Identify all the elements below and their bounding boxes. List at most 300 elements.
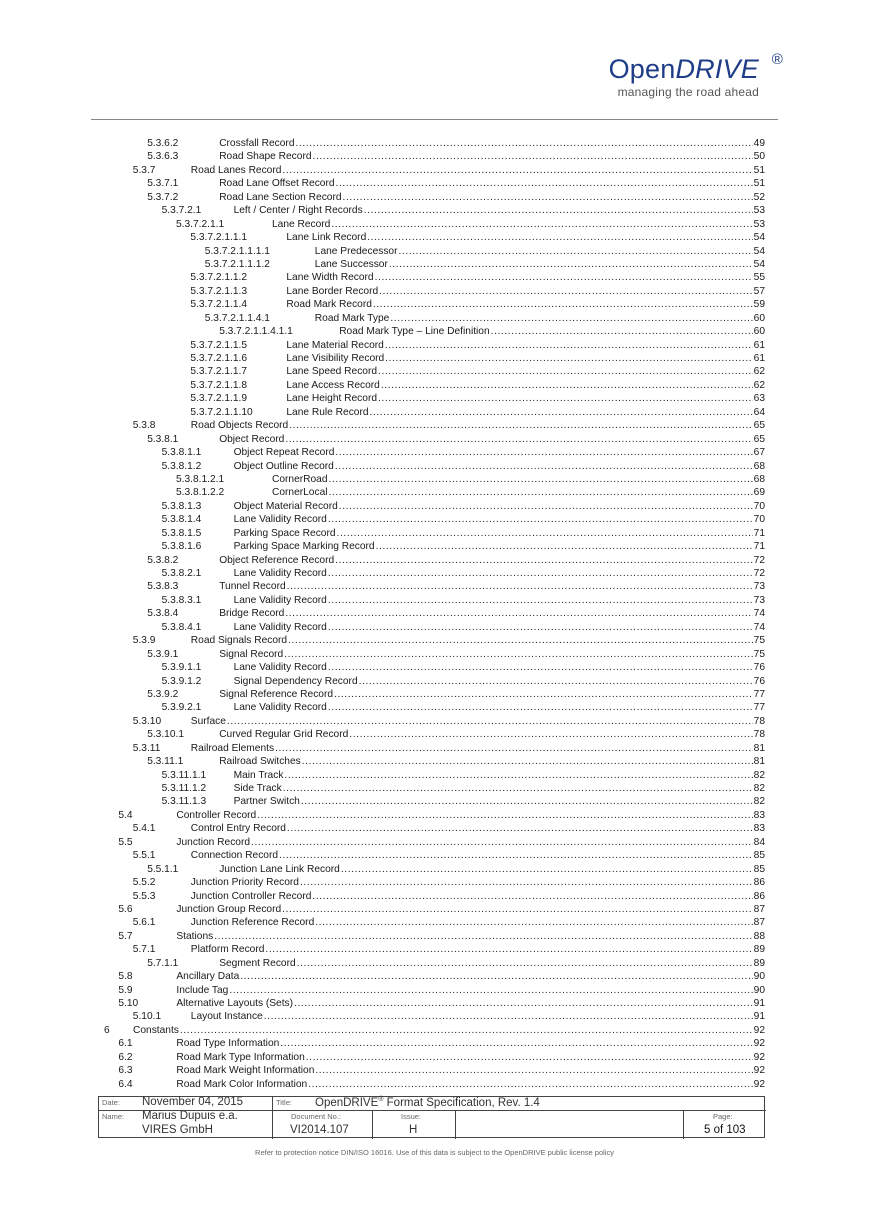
toc-leader-dots bbox=[284, 648, 752, 661]
toc-entry-line bbox=[234, 527, 765, 540]
toc-entry[interactable] bbox=[0, 352, 869, 365]
toc-entry[interactable] bbox=[0, 258, 869, 271]
toc-entry-line bbox=[272, 218, 765, 231]
toc-leader-dots bbox=[335, 460, 753, 473]
toc-entry-page: 87 bbox=[753, 903, 765, 915]
footer-divider bbox=[272, 1097, 273, 1139]
toc-entry-number: 5.4 bbox=[118, 809, 133, 821]
toc-entry-title: Road Signals Record bbox=[190, 635, 288, 647]
toc-entry-title: Lane Validity Record bbox=[233, 568, 327, 579]
toc-entry-page: 81 bbox=[753, 756, 765, 768]
toc-leader-dots bbox=[312, 890, 752, 903]
toc-entry-line bbox=[191, 822, 765, 835]
toc-leader-dots bbox=[289, 419, 752, 432]
toc-entry[interactable] bbox=[0, 325, 869, 338]
toc-entry-line bbox=[286, 339, 765, 352]
toc-entry-line bbox=[219, 554, 765, 567]
toc-entry-title: Road Mark Type Information bbox=[176, 1051, 305, 1063]
toc-entry-line bbox=[176, 997, 765, 1010]
toc-entry[interactable] bbox=[0, 473, 869, 486]
toc-entry[interactable] bbox=[0, 943, 869, 956]
logo-drive: DRIVE bbox=[675, 54, 759, 84]
toc-entry-page: 81 bbox=[753, 742, 765, 754]
toc-entry-page: 53 bbox=[753, 205, 765, 217]
toc-entry-number: 5.3.7.2.1.1 bbox=[176, 218, 225, 230]
toc-entry-line bbox=[234, 460, 765, 473]
toc-entry-number: 5.3.7.2.1.1.1.1 bbox=[204, 245, 270, 257]
toc-leader-dots bbox=[297, 957, 753, 970]
toc-entry[interactable] bbox=[0, 1037, 869, 1050]
toc-entry-title: Lane Validity Record bbox=[233, 514, 327, 526]
toc-leader-dots bbox=[339, 500, 753, 513]
toc-entry-line bbox=[191, 943, 765, 956]
toc-entry[interactable] bbox=[0, 433, 869, 446]
toc-entry[interactable] bbox=[0, 648, 869, 661]
toc-entry-page: 76 bbox=[753, 675, 765, 687]
toc-entry[interactable] bbox=[0, 580, 869, 593]
toc-entry-number: 6.2 bbox=[118, 1051, 133, 1063]
toc-entry-line bbox=[219, 863, 765, 876]
toc-entry[interactable] bbox=[0, 675, 869, 688]
toc-entry-page: 85 bbox=[753, 850, 765, 862]
toc-entry-line bbox=[176, 903, 765, 916]
toc-entry-line bbox=[286, 298, 765, 311]
toc-entry-title: Constants bbox=[133, 1024, 179, 1036]
toc-entry-number: 5.3.9.2.1 bbox=[161, 702, 202, 714]
toc-entry-page: 70 bbox=[753, 500, 765, 512]
toc-entry-line bbox=[286, 365, 765, 378]
toc-entry-line bbox=[286, 352, 765, 365]
toc-entry[interactable] bbox=[0, 970, 869, 983]
toc-entry-page: 85 bbox=[753, 863, 765, 875]
toc-leader-dots bbox=[214, 930, 752, 943]
toc-entry-title: Tunnel Record bbox=[219, 581, 286, 593]
toc-leader-dots bbox=[390, 312, 752, 325]
toc-entry[interactable] bbox=[0, 486, 869, 499]
toc-entry-page: 89 bbox=[753, 944, 765, 956]
toc-entry-number: 5.3.9.1.2 bbox=[161, 675, 202, 687]
toc-entry[interactable] bbox=[0, 755, 869, 768]
toc-entry-line bbox=[315, 245, 765, 258]
logo-open: Open bbox=[608, 54, 676, 84]
toc-entry-title: Lane Record bbox=[272, 218, 331, 230]
issue-label: Issue: bbox=[401, 1112, 422, 1121]
toc-entry-title: Platform Record bbox=[190, 944, 265, 956]
toc-entry-page: 74 bbox=[753, 621, 765, 633]
toc-entry-page: 53 bbox=[753, 218, 765, 230]
toc-entry-line bbox=[191, 634, 765, 647]
toc-entry-number: 5.3.9 bbox=[132, 635, 156, 647]
toc-entry-line bbox=[191, 890, 765, 903]
toc-entry-page: 78 bbox=[753, 715, 765, 727]
toc-entry-page: 63 bbox=[753, 393, 765, 405]
toc-entry[interactable] bbox=[0, 782, 869, 795]
toc-entry-title: Left / Center / Right Records bbox=[233, 205, 363, 217]
toc-entry-title: Controller Record bbox=[176, 809, 257, 821]
toc-entry[interactable] bbox=[0, 446, 869, 459]
toc-entry-title: Junction Record bbox=[176, 836, 251, 848]
toc-entry-number: 5.3.8 bbox=[132, 420, 156, 432]
toc-leader-dots bbox=[359, 675, 753, 688]
page-value: 5 of 103 bbox=[704, 1124, 746, 1136]
toc-entry-title: Connection Record bbox=[190, 850, 279, 862]
toc-entry-number: 5.7.1.1 bbox=[147, 957, 179, 969]
toc-leader-dots bbox=[282, 164, 752, 177]
toc-entry[interactable] bbox=[0, 540, 869, 553]
toc-entry[interactable] bbox=[0, 621, 869, 634]
toc-leader-dots bbox=[375, 271, 753, 284]
toc-entry[interactable] bbox=[0, 406, 869, 419]
toc-entry-title: Road Objects Record bbox=[190, 420, 289, 432]
toc-entry[interactable] bbox=[0, 567, 869, 580]
toc-entry-page: 62 bbox=[753, 379, 765, 391]
toc-entry-page: 73 bbox=[753, 581, 765, 593]
toc-entry[interactable] bbox=[0, 890, 869, 903]
toc-entry-number: 5.3.7.2.1 bbox=[161, 205, 202, 217]
toc-entry-title: Bridge Record bbox=[219, 608, 285, 620]
toc-entry-line bbox=[176, 1037, 765, 1050]
toc-entry-line bbox=[286, 231, 765, 244]
toc-entry-number: 5.7.1 bbox=[132, 944, 156, 956]
toc-leader-dots bbox=[328, 594, 753, 607]
toc-entry-line bbox=[191, 715, 765, 728]
toc-entry-page: 50 bbox=[753, 151, 765, 163]
title-label: Title: bbox=[276, 1098, 292, 1107]
toc-entry[interactable] bbox=[0, 312, 869, 325]
toc-entry-number: 6.4 bbox=[118, 1078, 133, 1090]
toc-entry-number: 5.3.11.1.2 bbox=[161, 783, 207, 794]
toc-entry[interactable] bbox=[0, 339, 869, 352]
toc-entry-title: Road Mark Weight Information bbox=[176, 1065, 315, 1077]
toc-entry[interactable] bbox=[0, 231, 869, 244]
toc-entry-number: 5.5.2 bbox=[132, 877, 156, 889]
toc-entry[interactable] bbox=[0, 728, 869, 741]
toc-entry-line bbox=[219, 688, 765, 701]
toc-entry-line bbox=[234, 769, 765, 782]
toc-entry-number: 5.3.8.4.1 bbox=[161, 621, 202, 633]
toc-entry-number: 5.3.11.1 bbox=[147, 756, 184, 768]
toc-leader-dots bbox=[328, 567, 753, 580]
toc-entry-number: 5.5.1 bbox=[132, 850, 156, 862]
toc-entry-number: 5.3.7.2.1.1.2 bbox=[190, 272, 248, 284]
toc-entry[interactable] bbox=[0, 701, 869, 714]
toc-entry-line bbox=[219, 648, 765, 661]
toc-entry-title: Lane Rule Record bbox=[286, 406, 369, 418]
toc-entry-number: 5.3.9.2 bbox=[147, 688, 179, 700]
toc-entry[interactable] bbox=[0, 876, 869, 889]
toc-leader-dots bbox=[285, 607, 752, 620]
toc-entry[interactable] bbox=[0, 1078, 869, 1091]
toc-entry-title: Crossfall Record bbox=[219, 138, 295, 149]
toc-entry[interactable] bbox=[0, 245, 869, 258]
toc-entry-page: 91 bbox=[753, 1011, 765, 1023]
toc-entry-page: 90 bbox=[753, 984, 765, 996]
toc-entry-title: Lane Border Record bbox=[286, 285, 379, 297]
toc-entry-title: Road Lane Offset Record bbox=[219, 178, 335, 190]
toc-entry-title: Segment Record bbox=[219, 957, 296, 969]
toc-entry-number: 5.3.7.2.1.1.1 bbox=[190, 232, 248, 244]
toc-entry-line bbox=[286, 392, 765, 405]
toc-entry[interactable] bbox=[0, 688, 869, 701]
toc-entry-number: 5.3.8.1.1 bbox=[161, 447, 202, 459]
toc-entry[interactable] bbox=[0, 903, 869, 916]
toc-entry[interactable] bbox=[0, 554, 869, 567]
toc-entry[interactable] bbox=[0, 218, 869, 231]
toc-leader-dots bbox=[265, 943, 752, 956]
toc-entry[interactable] bbox=[0, 607, 869, 620]
toc-entry[interactable] bbox=[0, 1024, 869, 1037]
toc-entry[interactable] bbox=[0, 191, 869, 204]
toc-entry[interactable] bbox=[0, 930, 869, 943]
toc-entry-number: 5.3.8.1.2.1 bbox=[176, 473, 225, 485]
toc-entry-number: 5.3.7.2.1.1.4.1 bbox=[204, 312, 270, 324]
toc-entry[interactable] bbox=[0, 1010, 869, 1023]
toc-entry-title: Junction Lane Link Record bbox=[219, 863, 340, 875]
toc-entry[interactable] bbox=[0, 957, 869, 970]
toc-entry-title: Include Tag bbox=[176, 984, 229, 996]
toc-entry-page: 65 bbox=[753, 433, 765, 445]
toc-entry-line bbox=[234, 701, 765, 714]
toc-entry-line bbox=[191, 849, 765, 862]
toc-entry-title: Alternative Layouts (Sets) bbox=[176, 998, 294, 1009]
toc-entry[interactable] bbox=[0, 916, 869, 929]
toc-entry-title: Road Lanes Record bbox=[190, 164, 282, 176]
toc-entry[interactable] bbox=[0, 594, 869, 607]
toc-entry-page: 74 bbox=[753, 608, 765, 620]
toc-entry-title: Object Record bbox=[219, 433, 285, 445]
toc-leader-dots bbox=[315, 916, 752, 929]
footer-divider bbox=[372, 1110, 373, 1139]
toc-leader-dots bbox=[257, 809, 752, 822]
footer-divider bbox=[455, 1110, 456, 1139]
toc-entry-title: Side Track bbox=[233, 783, 282, 794]
toc-entry-line bbox=[234, 661, 765, 674]
toc-entry-number: 6 bbox=[104, 1024, 110, 1036]
toc-leader-dots bbox=[296, 137, 753, 150]
toc-entry-line bbox=[234, 594, 765, 607]
toc-entry[interactable] bbox=[0, 809, 869, 822]
toc-entry-number: 5.3.7.1 bbox=[147, 178, 179, 190]
toc-entry-title: Partner Switch bbox=[233, 796, 300, 808]
toc-entry[interactable] bbox=[0, 285, 869, 298]
title-name: OpenDRIVE bbox=[315, 1096, 379, 1109]
name-label: Name: bbox=[102, 1112, 125, 1121]
toc-entry[interactable] bbox=[0, 769, 869, 782]
toc-entry-page: 61 bbox=[753, 339, 765, 351]
toc-entry[interactable] bbox=[0, 742, 869, 755]
toc-entry-title: Lane Visibility Record bbox=[286, 353, 385, 364]
toc-entry[interactable] bbox=[0, 177, 869, 190]
docno-value: VI2014.107 bbox=[290, 1124, 349, 1136]
toc-leader-dots bbox=[275, 742, 753, 755]
toc-entry-number: 6.3 bbox=[118, 1065, 133, 1077]
toc-entry-line bbox=[219, 191, 765, 204]
toc-entry-number: 5.3.9.1 bbox=[147, 648, 179, 660]
toc-leader-dots bbox=[229, 984, 752, 997]
toc-leader-dots bbox=[491, 325, 753, 338]
toc-leader-dots bbox=[287, 822, 753, 835]
toc-entry-page: 67 bbox=[753, 447, 765, 459]
toc-leader-dots bbox=[376, 540, 753, 553]
toc-entry-number: 5.3.7.2.1.1.10 bbox=[190, 406, 253, 418]
toc-entry-number: 5.3.7.2 bbox=[147, 191, 179, 203]
toc-entry-line bbox=[272, 486, 765, 499]
toc-entry[interactable] bbox=[0, 715, 869, 728]
toc-leader-dots bbox=[329, 473, 753, 486]
toc-entry-page: 84 bbox=[753, 836, 765, 848]
toc-entry[interactable] bbox=[0, 997, 869, 1010]
toc-leader-dots bbox=[349, 728, 752, 741]
toc-leader-dots bbox=[251, 836, 753, 849]
toc-entry-title: Lane Validity Record bbox=[233, 702, 327, 714]
toc-entry-page: 83 bbox=[753, 823, 765, 835]
toc-entry[interactable] bbox=[0, 392, 869, 405]
toc-entry-line bbox=[272, 473, 765, 486]
toc-entry-line bbox=[219, 433, 765, 446]
toc-entry-line bbox=[176, 1078, 765, 1091]
toc-leader-dots bbox=[282, 903, 753, 916]
toc-entry-title: Signal Dependency Record bbox=[233, 675, 358, 687]
toc-entry-number: 5.10 bbox=[118, 998, 139, 1009]
toc-entry-page: 87 bbox=[753, 917, 765, 929]
toc-entry-page: 78 bbox=[753, 729, 765, 741]
toc-entry[interactable] bbox=[0, 795, 869, 808]
toc-entry-page: 92 bbox=[753, 1051, 765, 1063]
toc-entry[interactable] bbox=[0, 1064, 869, 1077]
toc-leader-dots bbox=[308, 1078, 752, 1091]
toc-entry-line bbox=[191, 742, 765, 755]
toc-entry-number: 5.3.7.2.1.1.9 bbox=[190, 393, 248, 405]
toc-leader-dots bbox=[315, 1064, 752, 1077]
toc-entry-page: 55 bbox=[753, 272, 765, 284]
toc-entry-title: Control Entry Record bbox=[190, 823, 286, 835]
toc-entry-number: 6.1 bbox=[118, 1038, 133, 1050]
toc-entry-line bbox=[176, 836, 765, 849]
toc-entry-page: 68 bbox=[753, 460, 765, 472]
toc-entry-line bbox=[234, 500, 765, 513]
toc-entry-line bbox=[234, 540, 765, 553]
toc-leader-dots bbox=[301, 795, 753, 808]
toc-entry[interactable] bbox=[0, 164, 869, 177]
toc-entry[interactable] bbox=[0, 849, 869, 862]
toc-entry[interactable] bbox=[0, 661, 869, 674]
toc-entry-page: 51 bbox=[753, 164, 765, 176]
toc-entry[interactable] bbox=[0, 365, 869, 378]
toc-entry-number: 5.3.7.2.1.1.3 bbox=[190, 285, 248, 297]
toc-entry-line bbox=[191, 876, 765, 889]
toc-entry[interactable] bbox=[0, 137, 869, 150]
toc-entry-line bbox=[234, 513, 765, 526]
toc-leader-dots bbox=[337, 527, 753, 540]
toc-leader-dots bbox=[343, 191, 753, 204]
toc-entry-title: Junction Controller Record bbox=[190, 890, 312, 902]
toc-entry[interactable] bbox=[0, 500, 869, 513]
title-rest: Format Specification, Rev. 1.4 bbox=[383, 1096, 540, 1109]
toc-entry-number: 5.3.8.4 bbox=[147, 608, 179, 620]
toc-entry-title: Lane Successor bbox=[314, 258, 388, 270]
toc-entry[interactable] bbox=[0, 379, 869, 392]
toc-entry-title: Railroad Switches bbox=[219, 756, 301, 768]
toc-entry-title: Object Reference Record bbox=[219, 554, 335, 566]
toc-entry-line bbox=[339, 325, 765, 338]
toc-entry[interactable] bbox=[0, 419, 869, 432]
toc-entry[interactable] bbox=[0, 634, 869, 647]
toc-entry[interactable] bbox=[0, 527, 869, 540]
toc-leader-dots bbox=[280, 1037, 752, 1050]
toc-entry-line bbox=[176, 930, 765, 943]
toc-entry-page: 71 bbox=[753, 541, 765, 553]
toc-entry[interactable] bbox=[0, 1051, 869, 1064]
toc-entry-title: Lane Predecessor bbox=[314, 245, 398, 257]
toc-entry-number: 5.5.1.1 bbox=[147, 863, 179, 875]
toc-entry-page: 52 bbox=[753, 191, 765, 203]
toc-entry-page: 54 bbox=[753, 232, 765, 244]
toc-leader-dots bbox=[328, 701, 753, 714]
toc-entry-page: 70 bbox=[753, 514, 765, 526]
logo bbox=[608, 51, 783, 99]
toc-entry-page: 92 bbox=[753, 1024, 765, 1036]
toc-entry[interactable] bbox=[0, 150, 869, 163]
toc-entry-number: 5.3.7.2.1.1.8 bbox=[190, 379, 248, 391]
toc-leader-dots bbox=[294, 997, 753, 1010]
toc-leader-dots bbox=[240, 970, 752, 983]
toc-entry-number: 5.3.7.2.1.1.6 bbox=[190, 353, 248, 364]
footer-table bbox=[98, 1096, 765, 1138]
toc-entry-title: Lane Link Record bbox=[286, 232, 367, 244]
toc-entry-line bbox=[176, 809, 765, 822]
toc-entry[interactable] bbox=[0, 460, 869, 473]
toc-entry-number: 5.3.11 bbox=[132, 742, 161, 754]
toc-leader-dots bbox=[336, 177, 753, 190]
toc-leader-dots bbox=[288, 634, 753, 647]
toc-entry[interactable] bbox=[0, 271, 869, 284]
toc-leader-dots bbox=[389, 258, 753, 271]
toc-entry-title: CornerLocal bbox=[272, 487, 328, 499]
toc-entry-line bbox=[219, 150, 765, 163]
toc-entry[interactable] bbox=[0, 863, 869, 876]
toc-entry[interactable] bbox=[0, 984, 869, 997]
toc-entry[interactable] bbox=[0, 298, 869, 311]
toc-entry-line bbox=[219, 137, 765, 150]
toc-entry[interactable] bbox=[0, 513, 869, 526]
toc-entry-number: 5.3.8.1.2 bbox=[161, 460, 202, 472]
toc-entry-page: 68 bbox=[753, 473, 765, 485]
toc-leader-dots bbox=[285, 433, 752, 446]
toc-entry-title: Road Mark Type – Line Definition bbox=[339, 326, 490, 338]
toc-entry-page: 82 bbox=[753, 796, 765, 808]
toc-entry-line bbox=[176, 970, 765, 983]
toc-entry[interactable] bbox=[0, 822, 869, 835]
toc-entry-page: 69 bbox=[753, 487, 765, 499]
toc-entry-line bbox=[219, 177, 765, 190]
toc-entry-title: Signal Reference Record bbox=[219, 688, 334, 700]
toc-entry-line bbox=[286, 379, 765, 392]
toc-entry-number: 5.3.7.2.1.1.1.2 bbox=[204, 258, 270, 270]
toc-leader-dots bbox=[378, 365, 753, 378]
toc-entry-line bbox=[286, 285, 765, 298]
toc-leader-dots bbox=[335, 554, 753, 567]
toc-leader-dots bbox=[283, 782, 753, 795]
toc-entry-number: 5.3.7.2.1.1.7 bbox=[190, 366, 248, 378]
document-title bbox=[315, 1096, 540, 1109]
toc-entry-page: 76 bbox=[753, 662, 765, 674]
toc-entry-number: 5.3.6.3 bbox=[147, 151, 179, 163]
toc-entry-title: Lane Access Record bbox=[286, 379, 380, 391]
toc-leader-dots bbox=[328, 661, 753, 674]
toc-entry[interactable] bbox=[0, 204, 869, 217]
footer-divider bbox=[272, 1110, 766, 1111]
toc-entry[interactable] bbox=[0, 836, 869, 849]
